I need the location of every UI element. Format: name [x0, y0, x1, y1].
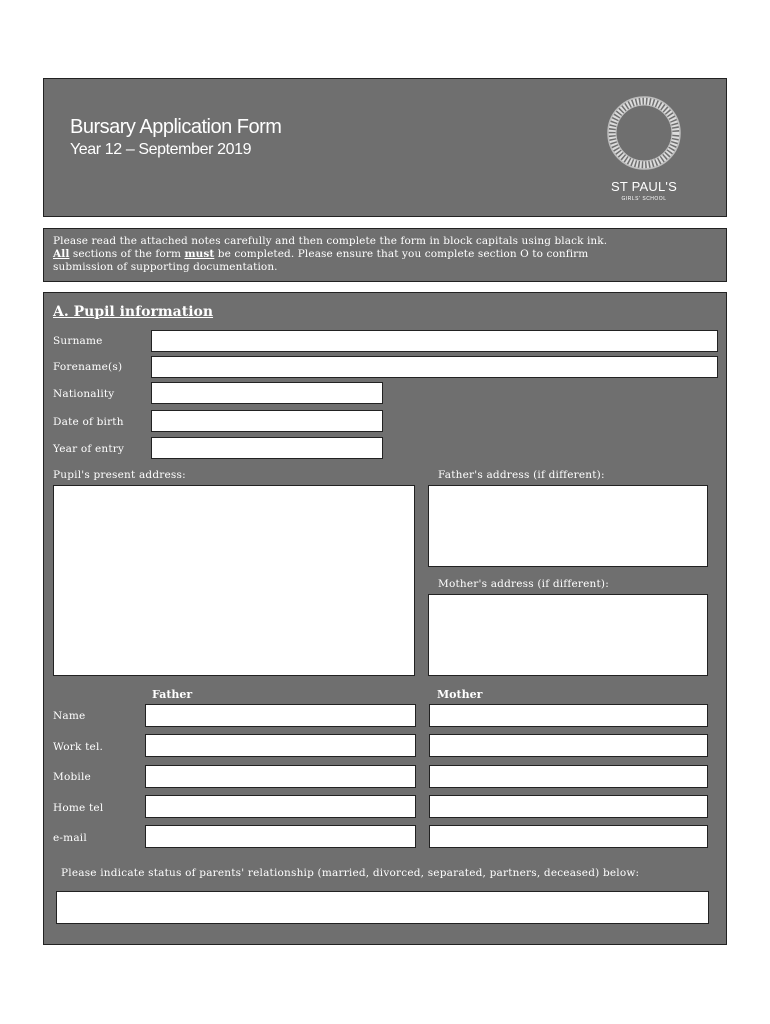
- instructions-line-2: [53, 248, 717, 261]
- instructions-panel: [43, 228, 727, 282]
- mother-home-tel-field[interactable]: [429, 795, 708, 818]
- must-emphasis: must: [184, 248, 215, 260]
- nationality-label: Nationality: [53, 388, 115, 400]
- instructions-line-2a: sections of the form: [69, 248, 185, 260]
- father-name-field[interactable]: [145, 704, 416, 727]
- home-tel-label: Home tel: [53, 802, 104, 814]
- father-address-label: Father's address (if different):: [438, 469, 605, 481]
- dob-label: Date of birth: [53, 416, 124, 428]
- surname-label: Surname: [53, 335, 103, 347]
- mobile-label: Mobile: [53, 771, 91, 783]
- father-work-tel-field[interactable]: [145, 734, 416, 757]
- instructions-line-1: Please read the attached notes carefully and then complete the form in block capitals using black ink.: [53, 235, 608, 247]
- father-address-field[interactable]: [428, 485, 708, 567]
- mother-address-label: Mother's address (if different):: [438, 578, 609, 590]
- pupil-address-field[interactable]: [53, 485, 415, 676]
- relationship-status-field[interactable]: [56, 891, 709, 924]
- surname-field[interactable]: [151, 330, 718, 352]
- email-label: e-mail: [53, 832, 87, 844]
- all-emphasis: All: [53, 248, 70, 260]
- school-logo: [594, 93, 694, 205]
- father-mobile-field[interactable]: [145, 765, 416, 788]
- work-tel-label: Work tel.: [53, 741, 104, 753]
- forenames-label: Forename(s): [53, 361, 123, 373]
- mother-mobile-field[interactable]: [429, 765, 708, 788]
- mother-address-field[interactable]: [428, 594, 708, 676]
- logo-school-subtitle: GIRLS' SCHOOL: [621, 196, 667, 202]
- father-column-heading: Father: [152, 688, 193, 701]
- instructions-line-3: submission of supporting documentation.: [53, 261, 278, 273]
- header-panel: [43, 78, 727, 217]
- pupil-address-label: Pupil's present address:: [53, 469, 186, 481]
- relationship-status-label: Please indicate status of parents' relationship (married, divorced, separated, partners, deceased) below:: [61, 867, 640, 879]
- dob-field[interactable]: [151, 410, 383, 432]
- nationality-field[interactable]: [151, 382, 383, 404]
- mother-email-field[interactable]: [429, 825, 708, 848]
- mother-work-tel-field[interactable]: [429, 734, 708, 757]
- father-email-field[interactable]: [145, 825, 416, 848]
- name-label: Name: [53, 710, 86, 722]
- year-of-entry-field[interactable]: [151, 437, 383, 459]
- form-subtitle: Year 12 – September 2019: [70, 141, 252, 158]
- instructions-line-2b: be completed. Please ensure that you complete section O to confirm: [214, 248, 589, 260]
- father-home-tel-field[interactable]: [145, 795, 416, 818]
- mother-name-field[interactable]: [429, 704, 708, 727]
- section-a-panel: [43, 292, 727, 945]
- forenames-field[interactable]: [151, 356, 718, 378]
- year-of-entry-label: Year of entry: [53, 443, 125, 455]
- mother-column-heading: Mother: [437, 688, 483, 701]
- form-title: Bursary Application Form: [70, 116, 282, 138]
- section-a-title: A. Pupil information: [53, 304, 214, 320]
- school-crest-icon: [594, 93, 694, 177]
- logo-school-name: ST PAUL'S: [611, 179, 677, 194]
